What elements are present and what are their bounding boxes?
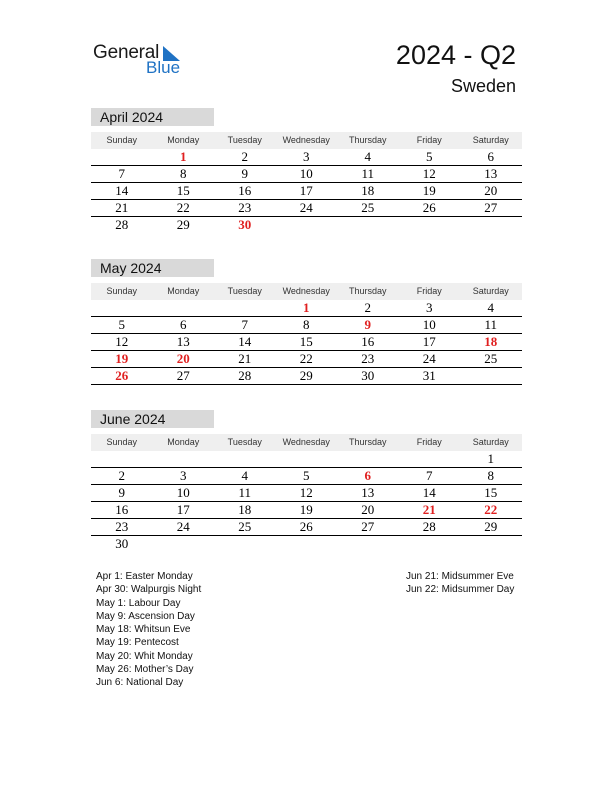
day-cell: 10 [176,485,190,500]
day-cell: 10 [422,317,436,332]
day-cell: 12 [422,166,436,181]
day-cell: 9 [364,317,371,332]
holiday-list-item: May 18: Whitsun Eve [96,624,191,636]
day-cell: 26 [115,368,129,383]
week-row [91,166,522,183]
day-cell: 17 [299,183,313,198]
day-cell: 28 [238,368,252,383]
week-row [91,502,522,519]
day-cell: 13 [484,166,498,181]
holiday-list-item: Apr 30: Walpurgis Night [96,584,202,596]
weekday-header-row [91,132,522,149]
holiday-list-left [96,570,201,690]
day-cell: 1 [303,300,310,315]
day-cell [399,217,461,233]
day-cell [276,536,338,552]
month-block [91,410,522,552]
weekday-label: Tuesday [227,437,262,447]
weekday-label: Sunday [106,135,138,145]
day-cell: 21 [422,502,436,517]
week-row [91,485,522,502]
day-cell: 30 [115,536,129,551]
day-cell: 25 [361,200,375,215]
day-cell: 31 [422,368,436,383]
weekday-label: Tuesday [227,135,262,145]
day-cell: 18 [361,183,375,198]
week-row [91,317,522,334]
day-cell [460,217,522,233]
weekday-label: Wednesday [282,135,330,145]
day-cell: 6 [180,317,187,332]
day-cell: 16 [238,183,252,198]
weekday-label: Monday [167,135,200,145]
day-cell: 17 [176,502,190,517]
day-cell: 25 [238,519,252,534]
day-cell [337,217,399,233]
holiday-list-item: Jun 6: National Day [96,677,184,689]
day-cell: 11 [361,166,375,181]
day-cell [91,300,153,316]
day-cell: 19 [422,183,436,198]
day-cell: 7 [426,468,433,483]
day-cell: 8 [487,468,494,483]
day-cell: 16 [361,334,375,349]
day-cell: 7 [241,317,248,332]
day-cell [214,300,276,316]
week-row [91,183,522,200]
day-cell [153,451,215,467]
weekday-header-row [91,434,522,451]
day-cell: 27 [176,368,190,383]
day-cell: 30 [361,368,375,383]
day-cell [91,451,153,467]
day-cell: 13 [176,334,190,349]
day-cell: 5 [426,149,433,164]
week-row [91,300,522,317]
week-row [91,217,522,233]
day-cell: 21 [115,200,129,215]
day-cell: 16 [115,502,129,517]
day-cell: 3 [426,300,433,315]
day-cell: 28 [422,519,436,534]
weekday-label: Saturday [472,437,509,447]
week-row [91,368,522,385]
week-row [91,200,522,217]
day-cell: 9 [118,485,125,500]
weekday-label: Sunday [106,286,138,296]
day-cell: 19 [299,502,313,517]
day-cell: 15 [176,183,190,198]
generalblue-logo [93,42,193,78]
holiday-list-item: Jun 21: Midsummer Eve [406,571,514,582]
weekday-label: Sunday [106,437,138,447]
day-cell: 29 [484,519,498,534]
day-cell: 23 [238,200,252,215]
day-cell: 29 [176,217,190,232]
weekday-label: Saturday [472,286,509,296]
day-cell: 9 [241,166,248,181]
day-cell [276,451,338,467]
month-label: April 2024 [91,108,214,126]
holiday-list-item: May 19: Pentecost [96,637,179,649]
holiday-list-item: May 20: Whit Monday [96,650,193,662]
day-cell: 30 [238,217,252,232]
day-cell: 27 [361,519,375,534]
day-cell [214,451,276,467]
day-cell: 12 [299,485,313,500]
weekday-label: Saturday [472,135,509,145]
day-cell: 7 [118,166,125,181]
day-cell: 3 [180,468,187,483]
day-cell: 21 [238,351,252,366]
day-cell: 4 [364,149,371,164]
weekday-header-row [91,283,522,300]
day-cell [460,368,522,384]
day-cell: 27 [484,200,498,215]
logo-word-blue: Blue [146,58,181,77]
day-cell: 29 [299,368,313,383]
day-cell: 3 [303,149,310,164]
weekday-label: Monday [167,286,200,296]
page-title: 2024 - Q2 [395,40,516,70]
day-cell: 5 [303,468,310,483]
day-cell: 18 [238,502,252,517]
week-row [91,536,522,552]
day-cell: 28 [115,217,129,232]
day-cell: 14 [115,183,129,198]
day-cell [276,217,338,233]
day-cell [91,149,153,165]
day-cell: 11 [238,485,252,500]
holiday-list-item: May 1: Labour Day [96,597,181,609]
day-cell [153,300,215,316]
day-cell: 22 [299,351,313,366]
holiday-list-item: May 9: Ascension Day [96,610,195,622]
month-block [91,259,522,385]
day-cell: 25 [484,351,498,366]
week-row [91,334,522,351]
day-cell [337,536,399,552]
day-cell: 23 [361,351,375,366]
day-cell: 22 [484,502,498,517]
day-cell: 24 [176,519,190,534]
month-label: June 2024 [91,410,214,428]
day-cell: 12 [115,334,129,349]
day-cell: 8 [180,166,187,181]
day-cell: 2 [364,300,371,315]
day-cell [214,536,276,552]
week-row [91,351,522,368]
day-cell: 26 [422,200,436,215]
day-cell: 2 [241,149,248,164]
country-name: Sweden [450,76,516,96]
weekday-label: Thursday [348,135,387,145]
holiday-list-item: Apr 1: Easter Monday [96,571,193,582]
day-cell: 6 [364,468,371,483]
day-cell [460,536,522,552]
weekday-label: Wednesday [282,286,330,296]
month-label: May 2024 [91,259,214,277]
day-cell: 5 [118,317,125,332]
day-cell [153,536,215,552]
day-cell: 20 [484,183,498,198]
week-row [91,149,522,166]
day-cell: 23 [115,519,129,534]
day-cell: 18 [484,334,498,349]
day-cell [399,536,461,552]
day-cell: 22 [176,200,190,215]
day-cell: 14 [238,334,252,349]
day-cell: 11 [484,317,498,332]
day-cell: 2 [118,468,125,483]
day-cell: 4 [241,468,248,483]
day-cell: 24 [422,351,436,366]
day-cell: 26 [299,519,313,534]
day-cell: 20 [176,351,190,366]
day-cell: 4 [487,300,494,315]
day-cell: 14 [422,485,436,500]
day-cell: 17 [422,334,436,349]
day-cell: 1 [487,451,494,466]
week-row [91,468,522,485]
weekday-label: Friday [416,286,442,296]
weekday-label: Thursday [348,286,387,296]
day-cell: 10 [299,166,313,181]
day-cell: 19 [115,351,129,366]
week-row [91,519,522,536]
day-cell [337,451,399,467]
day-cell: 13 [361,485,375,500]
day-cell [399,451,461,467]
weekday-label: Friday [416,437,442,447]
day-cell: 15 [484,485,498,500]
day-cell: 8 [303,317,310,332]
weekday-label: Friday [416,135,442,145]
month-block [91,108,522,233]
weekday-label: Monday [167,437,200,447]
weekday-label: Tuesday [227,286,262,296]
day-cell: 1 [180,149,187,164]
logo-word-general: General [93,42,160,63]
day-cell: 6 [487,149,494,164]
weekday-label: Thursday [348,437,387,447]
day-cell: 24 [299,200,313,215]
holiday-list-right [406,570,514,597]
day-cell: 15 [299,334,313,349]
holiday-list-item: May 26: Mother’s Day [96,664,194,676]
day-cell: 20 [361,502,375,517]
holiday-list-item: Jun 22: Midsummer Day [406,584,515,596]
weekday-label: Wednesday [282,437,330,447]
week-row [91,451,522,468]
